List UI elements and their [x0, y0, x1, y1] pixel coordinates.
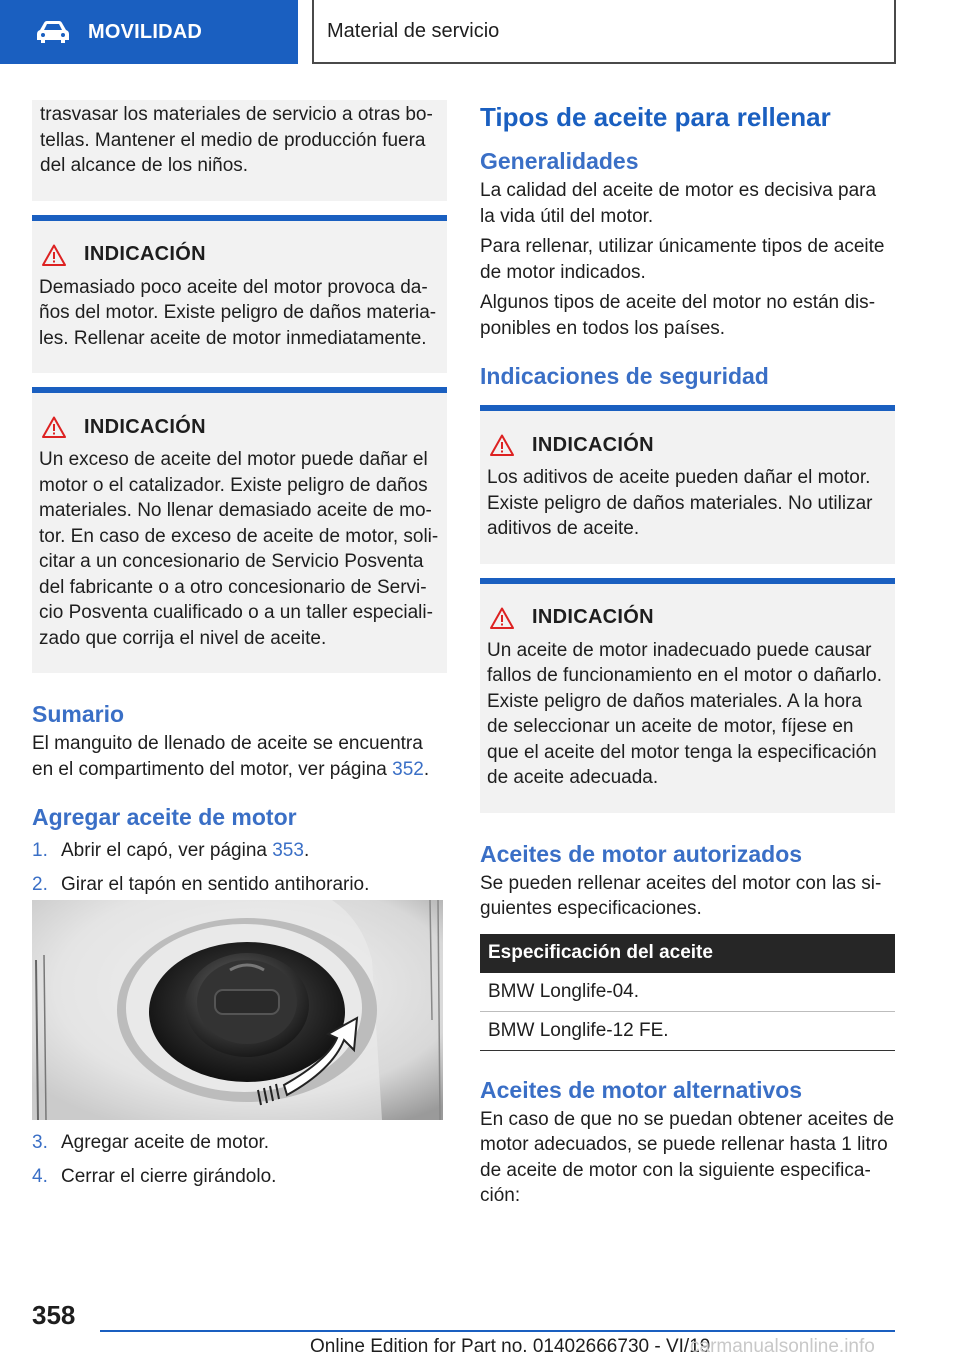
paragraph: Para rellenar, utilizar únicamente tipos de aceite de motor indicados. — [480, 236, 885, 283]
step-text: Agregar aceite de motor. — [61, 1132, 270, 1153]
notice-title: INDICACIÓN — [84, 243, 206, 265]
section-label: MOVILIDAD — [88, 20, 203, 43]
notice-box — [480, 405, 895, 564]
warning-triangle-icon — [490, 607, 514, 629]
page-heading: Tipos de aceite para rellenar — [480, 102, 831, 132]
page-link[interactable]: 353 — [272, 840, 304, 861]
warning-triangle-icon — [42, 416, 66, 438]
section-heading-agregar: Agregar aceite de motor — [32, 804, 297, 830]
left-column-steps — [32, 1130, 447, 1198]
page-title: Material de servicio — [312, 0, 896, 64]
notice-text: Los aditivos de aceite pueden dañar el motor. Existe peligro de daños materiales. No utilizar aditivos de aceite. — [487, 467, 873, 539]
left-column — [32, 100, 447, 906]
spec-table — [480, 934, 895, 1051]
right-column — [480, 100, 895, 1209]
step-number: 1. — [32, 840, 48, 861]
list-item: 1. Abrir el capó, ver página 353. — [32, 840, 310, 861]
notice-box — [32, 215, 447, 374]
list-item — [32, 1164, 447, 1189]
section-heading-autorizados: Aceites de motor autorizados — [480, 840, 803, 867]
continued-notice — [32, 100, 447, 201]
notice-text: Un aceite de motor inadecuado puede causar fallos de funcionamiento en el motor o dañarlo. Existe peligro de daños materiales. A la hora de seleccionar un aceite de motor, fíjese en que el aceite del motor tenga la especificación de aceite adecuada. — [487, 639, 883, 788]
step-text: Cerrar el cierre girándolo. — [61, 1166, 277, 1187]
notice-text: Un exceso de aceite del motor puede dañar el motor o el catalizador. Existe peligro de daños materiales. No llenar demasiado aceite de motor. En caso de exceso de aceite de motor, solicitar a un concesionario de Servicio Posventa del fabricante o a otro concesionario de Servicio Posventa cualificado o a un taller especializado que corrija el nivel de aceite. — [39, 449, 439, 649]
section-heading-alternativos: Aceites de motor alternativos — [480, 1076, 803, 1103]
footer-divider — [100, 1330, 895, 1332]
continued-text: trasvasar los materiales de servicio a otras botellas. Mantener el medio de producción fuera del alcance de los niños. — [40, 104, 433, 176]
car-icon — [36, 20, 70, 44]
notice-box — [32, 387, 447, 673]
step-number: 3. — [32, 1132, 48, 1153]
step-number: 4. — [32, 1166, 48, 1187]
section-heading-sumario: Sumario — [32, 701, 125, 727]
notice-text: Demasiado poco aceite del motor provoca daños del motor. Existe peligro de daños materiales. Rellenar aceite de motor inmediatamente. — [39, 276, 437, 349]
warning-triangle-icon — [490, 434, 514, 456]
table-row: BMW Longlife-12 FE. — [480, 1012, 895, 1051]
list-item — [32, 872, 447, 897]
oil-cap-photo — [32, 900, 443, 1120]
warning-triangle-icon — [42, 244, 66, 266]
table-header: Especificación del aceite — [480, 934, 895, 973]
paragraph: Se pueden rellenar aceites del motor con las siguientes especificaciones. — [480, 872, 882, 919]
page-number: 358 — [32, 1300, 76, 1330]
step-number: 2. — [32, 874, 48, 895]
notice-title: INDICACIÓN — [532, 606, 654, 628]
footer-edition: Online Edition for Part no. 01402666730 - VI/19 — [310, 1336, 711, 1357]
section-heading-seguridad: Indicaciones de seguridad — [480, 363, 769, 389]
page-link[interactable]: 352 — [392, 758, 424, 780]
paragraph: Algunos tipos de aceite del motor no están disponibles en todos los países. — [480, 292, 876, 339]
sumario-text: El manguito de llenado de aceite se encuentra en el compartimento del motor, ver página 352. — [32, 733, 430, 780]
watermark: carmanualsonline.info — [690, 1336, 875, 1357]
section-heading-generalidades: Generalidades — [480, 148, 639, 174]
table-row: BMW Longlife-04. — [480, 973, 895, 1012]
section-tab[interactable] — [0, 0, 298, 64]
paragraph: En caso de que no se puedan obtener aceites de motor adecuados, se puede rellenar hasta 1 litro de aceite de motor con la siguiente especificación: — [480, 1108, 895, 1206]
paragraph: La calidad del aceite de motor es decisiva para la vida útil del motor. — [480, 180, 877, 227]
notice-title: INDICACIÓN — [84, 415, 206, 438]
notice-box — [480, 578, 895, 813]
notice-title: INDICACIÓN — [532, 433, 654, 456]
step-text: Girar el tapón en sentido antihorario. — [61, 874, 370, 895]
list-item — [32, 1130, 447, 1155]
